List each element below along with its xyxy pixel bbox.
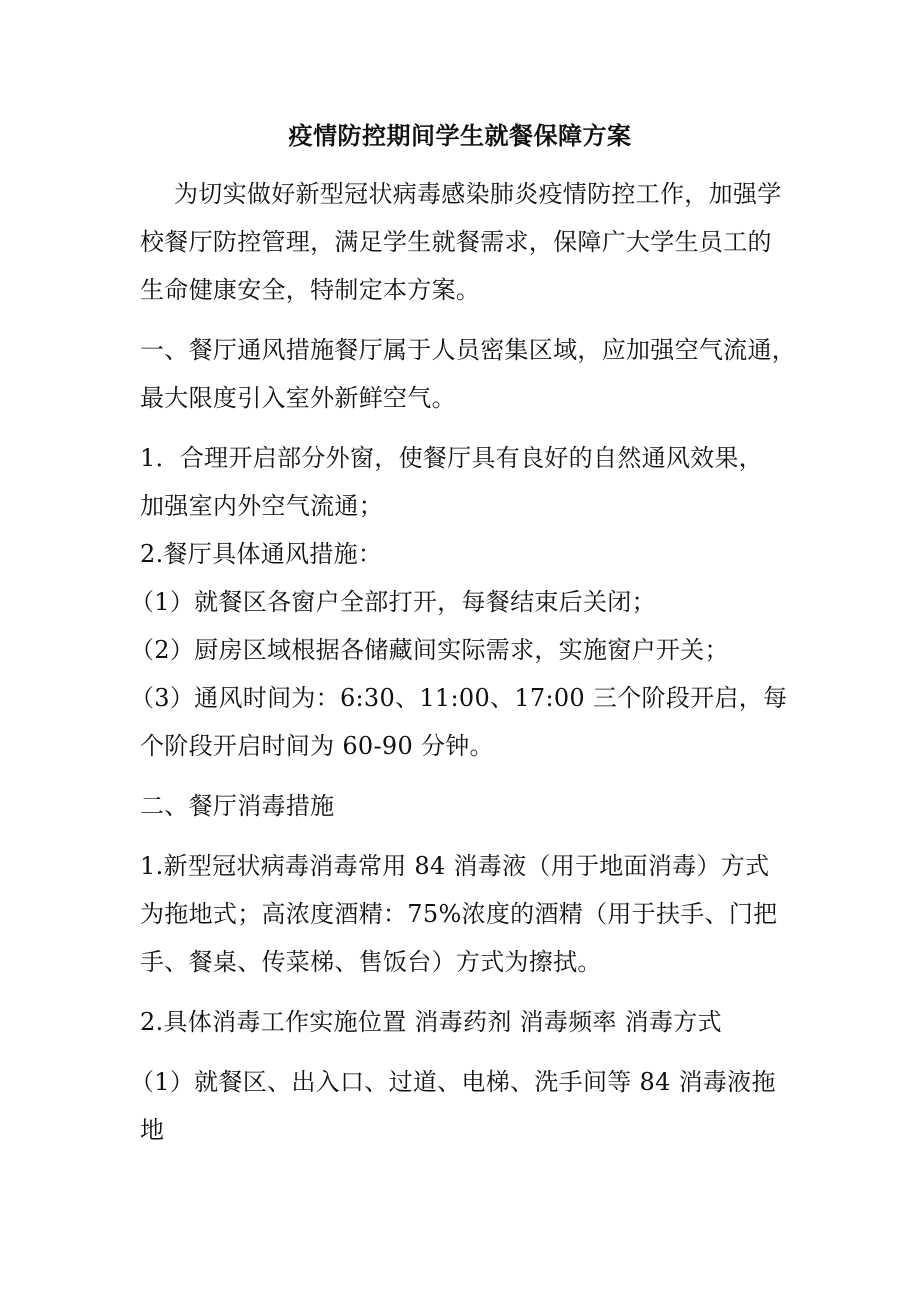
paragraph-line: 生命健康安全，特制定本方案。: [140, 276, 481, 304]
list-item-continuation: 为拖地式；高浓度酒精：75%浓度的酒精（用于扶手、门把: [140, 900, 778, 928]
list-item: 2.具体消毒工作实施位置 消毒药剂 消毒频率 消毒方式: [140, 1008, 722, 1036]
list-item-continuation: 加强室内外空气流通；: [140, 492, 383, 520]
list-item: 1．合理开启部分外窗，使餐厅具有良好的自然通风效果，: [140, 444, 764, 472]
list-item-continuation: 手、餐桌、传菜梯、售饭台）方式为擦拭。: [140, 948, 602, 976]
sub-list-item: （1）就餐区、出入口、过道、电梯、洗手间等 84 消毒液拖: [130, 1068, 776, 1096]
section-heading-disinfection: 二、餐厅消毒措施: [140, 792, 335, 820]
sub-list-item-continuation: 个阶段开启时间为 60-90 分钟。: [140, 732, 494, 760]
sub-list-item-continuation: 地: [140, 1116, 165, 1144]
section-heading-ventilation: 一、餐厅通风措施餐厅属于人员密集区域，应加强空气流通，: [140, 336, 797, 364]
paragraph-line: 为切实做好新型冠状病毒感染肺炎疫情防控工作，加强学: [174, 180, 782, 208]
document-title: 疫情防控期间学生就餐保障方案: [288, 121, 632, 150]
paragraph-line: 最大限度引入室外新鲜空气。: [140, 384, 456, 412]
sub-list-item: （3）通风时间为：6:30、11:00、17:00 三个阶段开启，每: [130, 684, 788, 712]
paragraph-line: 校餐厅防控管理，满足学生就餐需求，保障广大学生员工的: [140, 228, 772, 256]
sub-list-item: （2）厨房区域根据各储藏间实际需求，实施窗户开关；: [130, 636, 729, 664]
list-item: 1.新型冠状病毒消毒常用 84 消毒液（用于地面消毒）方式: [140, 852, 770, 880]
list-item: 2.餐厅具体通风措施：: [140, 540, 383, 568]
sub-list-item: （1）就餐区各窗户全部打开，每餐结束后关闭；: [130, 588, 656, 616]
